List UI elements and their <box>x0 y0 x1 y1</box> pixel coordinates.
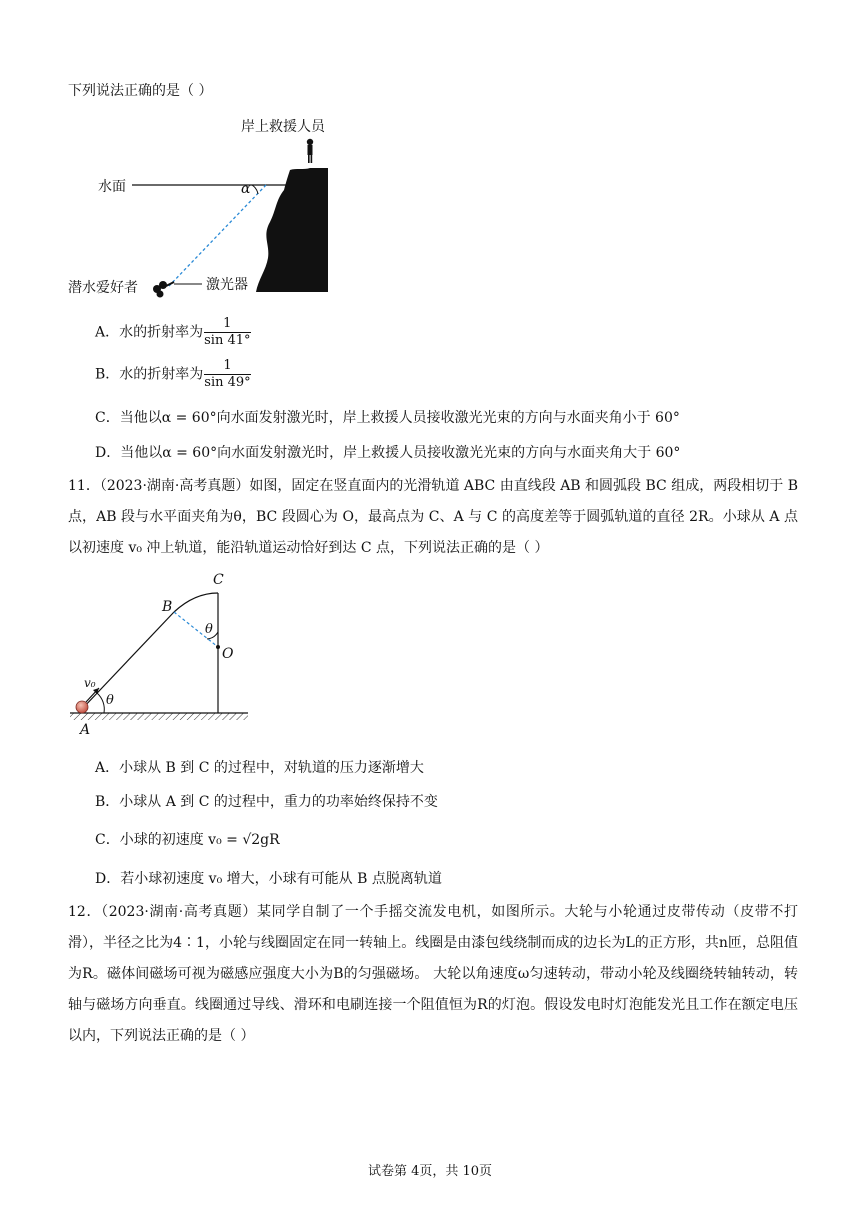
page-footer: 试卷第 4页，共 10页 <box>367 1164 493 1179</box>
q11-figure <box>66 572 266 742</box>
q10-option-b <box>95 358 251 391</box>
ball <box>76 701 88 713</box>
fraction-denominator: sin 41° <box>204 333 251 348</box>
q11-option-a: A．小球从 B 到 C 的过程中，对轨道的压力逐渐增大 <box>95 760 424 776</box>
label-theta-bottom: θ <box>106 693 114 708</box>
laser-label: 激光器 <box>206 277 248 293</box>
water-surface-label: 水面 <box>98 179 126 195</box>
q11-option-c: C．小球的初速度 v₀ = √2gR <box>95 832 280 848</box>
option-a-text: A．水的折射率为 <box>95 324 204 341</box>
arc-bc <box>174 593 218 612</box>
label-theta-top: θ <box>205 622 213 637</box>
diver-label: 潜水爱好者 <box>68 280 138 296</box>
alpha-arc <box>252 185 258 194</box>
q11-option-d: D．若小球初速度 v₀ 增大，小球有可能从 B 点脱离轨道 <box>95 871 442 887</box>
option-a-fraction <box>204 316 250 349</box>
track-diagram <box>66 572 266 742</box>
theta-arc-bottom <box>97 693 104 713</box>
laser-beam <box>169 185 266 286</box>
label-o: O <box>222 646 234 662</box>
q12-stem: 12．（2023·湖南·高考真题）某同学自制了一个手摇交流发电机，如图所示。大轮与小轮通过皮带传动（皮带不打滑），半径之比为4∶1，小轮与线圈固定在同一转轴上。线圈是由漆包线绕制而成的边长为L的正方形，共n匝，总阻值为R。磁体间磁场可视为磁感应强度大小为B的匀强磁场。 大轮以角速度ω匀速转动，带动小轮及线圈绕转轴转动，转轴与磁场方向垂直。线圈通过导线、滑环和电刷连接一个阻值恒为R的灯泡。假设发电时灯泡能发光且工作在额定电压以内，下列说法正确的是（ ） <box>68 904 798 1044</box>
incline-ab <box>82 612 174 709</box>
fraction-numerator: 1 <box>204 316 250 333</box>
q11-stem: 11．（2023·湖南·高考真题）如图，固定在竖直面内的光滑轨道 ABC 由直线段 AB 和圆弧段 BC 组成，两段相切于 B 点，AB 段与水平面夹角为θ，BC 段圆心为 O，最高点为 C、A 与 C 的高度差等于圆弧轨道的直径 2R。小球从 A 点以初速度 v₀ 冲上轨道，能沿轨道运动恰好到达 C 点，下列说法正确的是（ ） <box>68 478 798 556</box>
rescuer-figure <box>307 139 313 163</box>
alpha-label: α <box>241 181 251 197</box>
q11-option-b: B．小球从 A 到 C 的过程中，重力的功率始终保持不变 <box>95 794 438 810</box>
fraction-denominator: sin 49° <box>204 375 251 390</box>
refraction-diagram <box>90 110 360 300</box>
fraction-numerator: 1 <box>204 358 250 375</box>
shore-cliff <box>256 168 328 292</box>
q10-option-c: C．当他以α = 60°向水面发射激光时，岸上救援人员接收激光光束的方向与水面夹角小于 60° <box>95 410 680 426</box>
label-v0: v₀ <box>84 676 96 690</box>
option-b-fraction <box>204 358 250 391</box>
label-b: B <box>162 599 173 615</box>
label-a: A <box>80 722 91 738</box>
q10-option-a <box>95 316 251 349</box>
option-b-text: B．水的折射率为 <box>95 366 204 383</box>
diver-figure <box>153 281 174 298</box>
q10-option-d: D．当他以α = 60°向水面发射激光时，岸上救援人员接收激光光束的方向与水面夹角大于 60° <box>95 445 681 461</box>
q10-stem-tail: 下列说法正确的是（ ） <box>68 83 213 99</box>
label-c: C <box>213 572 224 588</box>
center-o-dot <box>216 645 220 649</box>
q10-figure <box>68 110 360 300</box>
ground-hatching <box>70 713 248 720</box>
rescuer-label: 岸上救援人员 <box>241 119 325 135</box>
